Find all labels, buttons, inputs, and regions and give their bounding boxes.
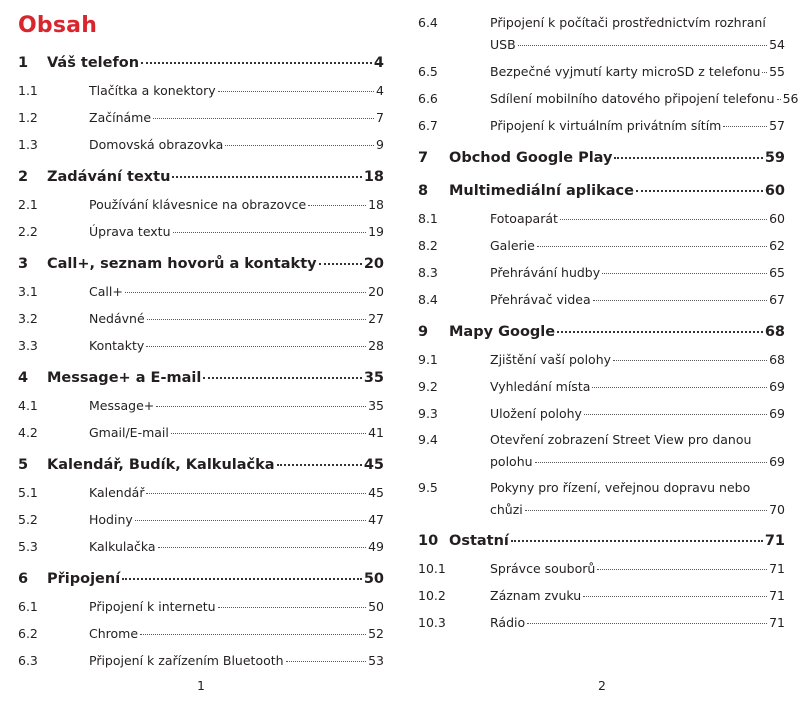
- toc-section-entry[interactable]: [18, 485, 384, 500]
- toc-entry-number: 6.6: [418, 91, 438, 106]
- toc-entry-number: 1.1: [18, 83, 38, 98]
- dot-leader: [777, 99, 781, 100]
- toc-section-entry[interactable]: [18, 338, 384, 353]
- toc-entry-number: 10.2: [418, 588, 446, 603]
- toc-entry-number: 3.3: [18, 338, 38, 353]
- toc-entry-continuation[interactable]: [490, 454, 785, 469]
- toc-entry-page: 7: [376, 110, 384, 125]
- dot-leader: [277, 464, 362, 466]
- toc-entry-page: 60: [769, 211, 785, 226]
- toc-entry-label: Kalendář, Budík, Kalkulačka: [47, 457, 275, 473]
- toc-section-entry[interactable]: [418, 64, 785, 79]
- toc-entry-page: 70: [769, 502, 785, 517]
- toc-entry-page: 19: [368, 224, 384, 239]
- toc-entry-number: 7: [418, 150, 429, 166]
- left-page: [0, 0, 401, 709]
- toc-entry-label: Pokyny pro řízení, veřejnou dopravu nebo: [490, 480, 751, 495]
- dot-leader: [527, 623, 767, 624]
- toc-entry-page: 4: [373, 55, 384, 71]
- dot-leader: [171, 433, 366, 434]
- toc-entry-page: 28: [368, 338, 384, 353]
- dot-leader: [218, 607, 366, 608]
- toc-entry-number: 4: [18, 370, 29, 386]
- toc-section-entry[interactable]: [18, 539, 384, 554]
- toc-entry-label: Tlačítka a konektory: [89, 83, 216, 98]
- toc-entry-label: Připojení k virtuálním privátním sítím: [490, 118, 722, 133]
- toc-entry-label: Domovská obrazovka: [89, 137, 224, 152]
- dot-leader: [560, 219, 767, 220]
- dot-leader: [172, 176, 361, 178]
- toc-entry-page: 65: [769, 265, 785, 280]
- toc-entry-label: Otevření zobrazení Street View pro danou: [490, 432, 752, 447]
- toc-entry-page: 71: [769, 615, 785, 630]
- toc-entry-label: Připojení k internetu: [89, 599, 216, 614]
- toc-entry-label: Začínáme: [89, 110, 152, 125]
- toc-entry-label: Hodiny: [89, 512, 133, 527]
- toc-entry-label: Sdílení mobilního datového připojení telefonu: [490, 91, 775, 106]
- toc-entry-number: 9.1: [418, 352, 438, 367]
- toc-entry-number: 5.2: [18, 512, 38, 527]
- toc-chapter-entry[interactable]: [418, 324, 785, 340]
- toc-chapter-entry[interactable]: [18, 55, 384, 71]
- dot-leader: [153, 118, 374, 119]
- toc-entry-page: 68: [769, 352, 785, 367]
- toc-entry-number: 5: [18, 457, 29, 473]
- toc-entry-label: Call+: [89, 284, 123, 299]
- toc-chapter-entry[interactable]: [418, 533, 785, 549]
- toc-entry-page: 52: [368, 626, 384, 641]
- toc-entry-page: 60: [764, 183, 785, 199]
- toc-section-entry[interactable]: [418, 588, 785, 603]
- toc-entry-number: 6.5: [418, 64, 438, 79]
- toc-entry-page: 45: [368, 485, 384, 500]
- dot-leader: [146, 493, 366, 494]
- dot-leader: [518, 45, 767, 46]
- toc-section-entry[interactable]: [18, 284, 384, 299]
- toc-entry-label: Ostatní: [449, 533, 509, 549]
- toc-section-entry[interactable]: [418, 352, 785, 367]
- toc-entry-number: 10.1: [418, 561, 446, 576]
- toc-entry-continuation[interactable]: [490, 37, 785, 52]
- toc-entry-label: Multimediální aplikace: [449, 183, 634, 199]
- toc-entry-label: Rádio: [490, 615, 526, 630]
- toc-section-entry[interactable]: [418, 118, 785, 133]
- dot-leader: [141, 62, 372, 64]
- dot-leader: [286, 661, 367, 662]
- toc-entry-label: Kalkulačka: [89, 539, 156, 554]
- toc-entry-label: Obchod Google Play: [449, 150, 613, 166]
- dot-leader: [636, 190, 763, 192]
- dot-leader: [225, 145, 374, 146]
- toc-entry-page: 50: [363, 571, 384, 587]
- toc-entry-number: 6.3: [18, 653, 38, 668]
- toc-entry-continuation[interactable]: [490, 502, 785, 517]
- toc-section-entry[interactable]: [418, 238, 785, 253]
- toc-section-entry[interactable]: [418, 615, 785, 630]
- toc-entry-number: 5.3: [18, 539, 38, 554]
- toc-entry-label: Kalendář: [89, 485, 145, 500]
- toc-section-entry[interactable]: [418, 432, 785, 447]
- dot-leader: [203, 377, 362, 379]
- toc-entry-number: 2.1: [18, 197, 38, 212]
- toc-section-entry[interactable]: [418, 406, 785, 421]
- toc-entry-page: 50: [368, 599, 384, 614]
- toc-entry-number: 4.1: [18, 398, 38, 413]
- toc-entry-number: 4.2: [18, 425, 38, 440]
- toc-entry-page: 62: [769, 238, 785, 253]
- toc-section-entry[interactable]: [418, 480, 785, 495]
- toc-entry-label: Nedávné: [89, 311, 145, 326]
- toc-entry-label: Záznam zvuku: [490, 588, 582, 603]
- toc-entry-page: 71: [764, 533, 785, 549]
- toc-entry-label: Používání klávesnice na obrazovce: [89, 197, 307, 212]
- toc-entry-number: 2: [18, 169, 29, 185]
- toc-entry-page: 59: [764, 150, 785, 166]
- dot-leader: [614, 157, 762, 159]
- dot-leader: [583, 596, 767, 597]
- toc-entry-number: 6.1: [18, 599, 38, 614]
- toc-entry-label: Úprava textu: [89, 224, 171, 239]
- toc-entry-number: 9: [418, 324, 429, 340]
- toc-entry-label: Přehrávání hudby: [490, 265, 601, 280]
- toc-entry-label: Chrome: [89, 626, 139, 641]
- toc-entry-number: 10.3: [418, 615, 446, 630]
- toc-chapter-entry[interactable]: [418, 150, 785, 166]
- toc-chapter-entry[interactable]: [18, 571, 384, 587]
- toc-section-entry[interactable]: [18, 197, 384, 212]
- toc-entry-page: 69: [769, 406, 785, 421]
- toc-section-entry[interactable]: [18, 137, 384, 152]
- toc-entry-number: 3.1: [18, 284, 38, 299]
- toc-entry-number: 3.2: [18, 311, 38, 326]
- toc-entry-label: Vyhledání místa: [490, 379, 591, 394]
- toc-entry-number: 9.2: [418, 379, 438, 394]
- toc-entry-number: 2.2: [18, 224, 38, 239]
- dot-leader: [146, 346, 366, 347]
- dot-leader: [135, 520, 366, 521]
- toc-entry-page: 53: [368, 653, 384, 668]
- dot-leader: [319, 263, 362, 265]
- dot-leader: [308, 205, 366, 206]
- toc-section-entry[interactable]: [418, 265, 785, 280]
- toc-entry-label: Zjištění vaší polohy: [490, 352, 612, 367]
- dot-leader: [525, 510, 767, 511]
- toc-entry-label-cont: chůzi: [490, 502, 523, 517]
- dot-leader: [147, 319, 366, 320]
- toc-section-entry[interactable]: [18, 512, 384, 527]
- toc-entry-number: 1: [18, 55, 29, 71]
- toc-entry-label: Fotoaparát: [490, 211, 558, 226]
- dot-leader: [125, 292, 366, 293]
- toc-entry-label: Call+, seznam hovorů a kontakty: [47, 256, 317, 272]
- toc-entry-page: 69: [769, 454, 785, 469]
- toc-entry-label: Message+: [89, 398, 155, 413]
- toc-entry-label: Bezpečné vyjmutí karty microSD z telefonu: [490, 64, 761, 79]
- toc-entry-page: 56: [782, 91, 799, 106]
- toc-entry-page: 57: [769, 118, 785, 133]
- toc-section-entry[interactable]: [18, 224, 384, 239]
- dot-leader: [173, 232, 367, 233]
- toc-chapter-entry[interactable]: [18, 370, 384, 386]
- toc-section-entry[interactable]: [418, 211, 785, 226]
- dot-leader: [593, 300, 767, 301]
- toc-chapter-entry[interactable]: [18, 457, 384, 473]
- dot-leader: [723, 126, 767, 127]
- dot-leader: [613, 360, 767, 361]
- toc-section-entry[interactable]: [18, 311, 384, 326]
- dot-leader: [602, 273, 767, 274]
- toc-entry-number: 9.4: [418, 432, 438, 447]
- toc-entry-page: 20: [363, 256, 384, 272]
- toc-entry-number: 6.2: [18, 626, 38, 641]
- dot-leader: [592, 387, 767, 388]
- toc-entry-number: 9.3: [418, 406, 438, 421]
- toc-section-entry[interactable]: [418, 379, 785, 394]
- toc-section-entry[interactable]: [418, 561, 785, 576]
- toc-entry-number: 8: [418, 183, 429, 199]
- page-number-left: 1: [197, 678, 205, 693]
- dot-leader: [537, 246, 767, 247]
- toc-entry-page: 18: [368, 197, 384, 212]
- dot-leader: [762, 72, 767, 73]
- dot-leader: [557, 331, 763, 333]
- toc-chapter-entry[interactable]: [18, 169, 384, 185]
- toc-entry-label: Galerie: [490, 238, 535, 253]
- page-title: Obsah: [18, 13, 98, 38]
- toc-section-entry[interactable]: [18, 398, 384, 413]
- toc-section-entry[interactable]: [18, 110, 384, 125]
- toc-entry-page: 55: [769, 64, 785, 79]
- toc-entry-label: Kontakty: [89, 338, 145, 353]
- toc-entry-label: Uložení polohy: [490, 406, 582, 421]
- toc-entry-number: 6: [18, 571, 29, 587]
- dot-leader: [158, 547, 367, 548]
- toc-entry-number: 8.3: [418, 265, 438, 280]
- toc-entry-page: 45: [363, 457, 384, 473]
- toc-entry-page: 47: [368, 512, 384, 527]
- dot-leader: [584, 414, 767, 415]
- right-page: [401, 0, 802, 709]
- toc-entry-page: 71: [769, 588, 785, 603]
- toc-entry-page: 68: [764, 324, 785, 340]
- toc-chapter-entry[interactable]: [18, 256, 384, 272]
- toc-entry-number: 6.4: [418, 15, 438, 30]
- toc-section-entry[interactable]: [418, 15, 785, 30]
- toc-entry-number: 10: [418, 533, 439, 549]
- toc-section-entry[interactable]: [18, 83, 384, 98]
- toc-entry-page: 71: [769, 561, 785, 576]
- toc-entry-number: 1.2: [18, 110, 38, 125]
- toc-section-entry[interactable]: [18, 425, 384, 440]
- toc-section-entry[interactable]: [18, 626, 384, 641]
- toc-entry-page: 41: [368, 425, 384, 440]
- toc-entry-number: 5.1: [18, 485, 38, 500]
- toc-entry-label-cont: polohu: [490, 454, 533, 469]
- toc-entry-label: Připojení k počítači prostřednictvím rozhraní: [490, 15, 766, 30]
- toc-entry-page: 35: [363, 370, 384, 386]
- toc-entry-label: Váš telefon: [47, 55, 140, 71]
- toc-entry-page: 4: [376, 83, 384, 98]
- page-number-right: 2: [598, 678, 606, 693]
- toc-section-entry[interactable]: [418, 292, 785, 307]
- toc-section-entry[interactable]: [18, 599, 384, 614]
- toc-entry-number: 1.3: [18, 137, 38, 152]
- toc-entry-label: Mapy Google: [449, 324, 556, 340]
- toc-entry-number: 8.1: [418, 211, 438, 226]
- toc-entry-label: Připojení k zařízením Bluetooth: [89, 653, 284, 668]
- toc-entry-page: 18: [363, 169, 384, 185]
- toc-entry-page: 9: [376, 137, 384, 152]
- toc-entry-label: Gmail/E-mail: [89, 425, 169, 440]
- toc-entry-page: 67: [769, 292, 785, 307]
- toc-entry-number: 3: [18, 256, 29, 272]
- toc-entry-label: Zadávání textu: [47, 169, 171, 185]
- dot-leader: [122, 578, 362, 580]
- dot-leader: [218, 91, 374, 92]
- dot-leader: [535, 462, 768, 463]
- toc-section-entry[interactable]: [18, 653, 384, 668]
- toc-entry-number: 9.5: [418, 480, 438, 495]
- toc-entry-label-cont: USB: [490, 37, 516, 52]
- toc-entry-number: 8.2: [418, 238, 438, 253]
- toc-entry-label: Přehrávač videa: [490, 292, 591, 307]
- toc-section-entry[interactable]: [418, 91, 799, 106]
- toc-entry-page: 20: [368, 284, 384, 299]
- toc-entry-label: Připojení: [47, 571, 121, 587]
- toc-entry-page: 54: [769, 37, 785, 52]
- toc-entry-number: 8.4: [418, 292, 438, 307]
- dot-leader: [156, 406, 366, 407]
- dot-leader: [597, 569, 767, 570]
- toc-entry-label: Message+ a E-mail: [47, 370, 202, 386]
- dot-leader: [140, 634, 366, 635]
- toc-entry-page: 27: [368, 311, 384, 326]
- toc-entry-page: 35: [368, 398, 384, 413]
- toc-entry-page: 49: [368, 539, 384, 554]
- toc-entry-label: Správce souborů: [490, 561, 596, 576]
- toc-entry-number: 6.7: [418, 118, 438, 133]
- toc-chapter-entry[interactable]: [418, 183, 785, 199]
- toc-entry-page: 69: [769, 379, 785, 394]
- dot-leader: [511, 540, 763, 542]
